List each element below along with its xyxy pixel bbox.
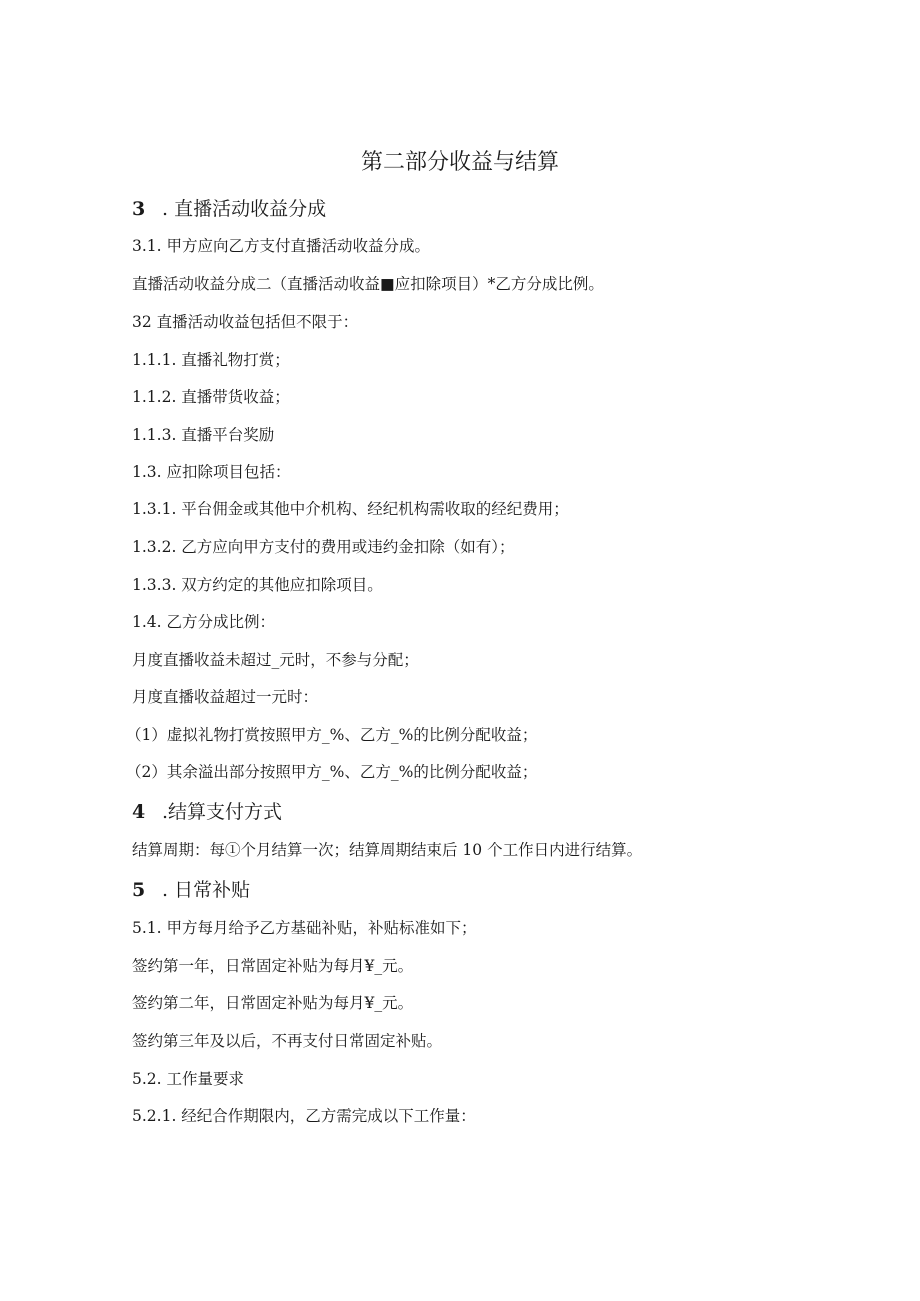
list-item: 1.1.1. 直播礼物打赏； <box>132 351 290 369</box>
paragraph-line: 32 直播活动收益包括但不限于： <box>132 313 359 331</box>
section-heading-3 <box>132 196 326 222</box>
section-heading-text: . 日常补贴 <box>162 879 251 901</box>
section-heading-text: . 直播活动收益分成 <box>162 198 327 220</box>
list-item: （1）虚拟礼物打赏按照甲方_%、乙方_%的比例分配收益； <box>126 726 538 744</box>
paragraph-line: 签约第一年，日常固定补贴为每月¥_元。 <box>132 957 414 975</box>
paragraph-line: 结算周期：每①个月结算一次；结算周期结束后 10 个工作日内进行结算。 <box>132 841 643 859</box>
list-item: 1.1.3. 直播平台奖励 <box>132 426 275 444</box>
paragraph-line: 签约第三年及以后，不再支付日常固定补贴。 <box>132 1032 443 1050</box>
list-item: （2）其余溢出部分按照甲方_%、乙方_%的比例分配收益； <box>126 763 538 781</box>
paragraph-line: 5.2. 工作量要求 <box>132 1070 245 1088</box>
paragraph-line: 3.1. 甲方应向乙方支付直播活动收益分成。 <box>132 237 431 255</box>
paragraph-line: 5.1. 甲方每月给予乙方基础补贴，补贴标准如下； <box>132 919 477 937</box>
list-item: 5.2.1. 经纪合作期限内，乙方需完成以下工作量： <box>132 1107 476 1125</box>
section-number: 5 <box>132 879 146 901</box>
section-number: 4 <box>132 801 146 823</box>
paragraph-line: 1.4. 乙方分成比例： <box>132 613 276 631</box>
paragraph-line: 签约第二年，日常固定补贴为每月¥_元。 <box>132 994 414 1012</box>
section-heading-5 <box>132 877 250 903</box>
section-heading-text: .结算支付方式 <box>162 801 283 823</box>
section-number: 3 <box>132 198 146 220</box>
list-item: 1.3.3. 双方约定的其他应扣除项目。 <box>132 576 383 594</box>
section-heading-4 <box>132 799 282 825</box>
page-title: 第二部分收益与结算 <box>360 150 559 175</box>
paragraph-line: 1.3. 应扣除项目包括： <box>132 463 291 481</box>
list-item: 1.1.2. 直播带货收益； <box>132 388 290 406</box>
list-item: 1.3.1. 平台佣金或其他中介机构、经纪机构需收取的经纪费用； <box>132 500 569 518</box>
paragraph-line: 直播活动收益分成二（直播活动收益■应扣除项目）*乙方分成比例。 <box>132 275 604 293</box>
paragraph-line: 月度直播收益超过一元时： <box>132 688 319 706</box>
list-item: 1.3.2. 乙方应向甲方支付的费用或违约金扣除（如有）； <box>132 538 515 556</box>
paragraph-line: 月度直播收益未超过_元时，不参与分配； <box>132 651 419 669</box>
